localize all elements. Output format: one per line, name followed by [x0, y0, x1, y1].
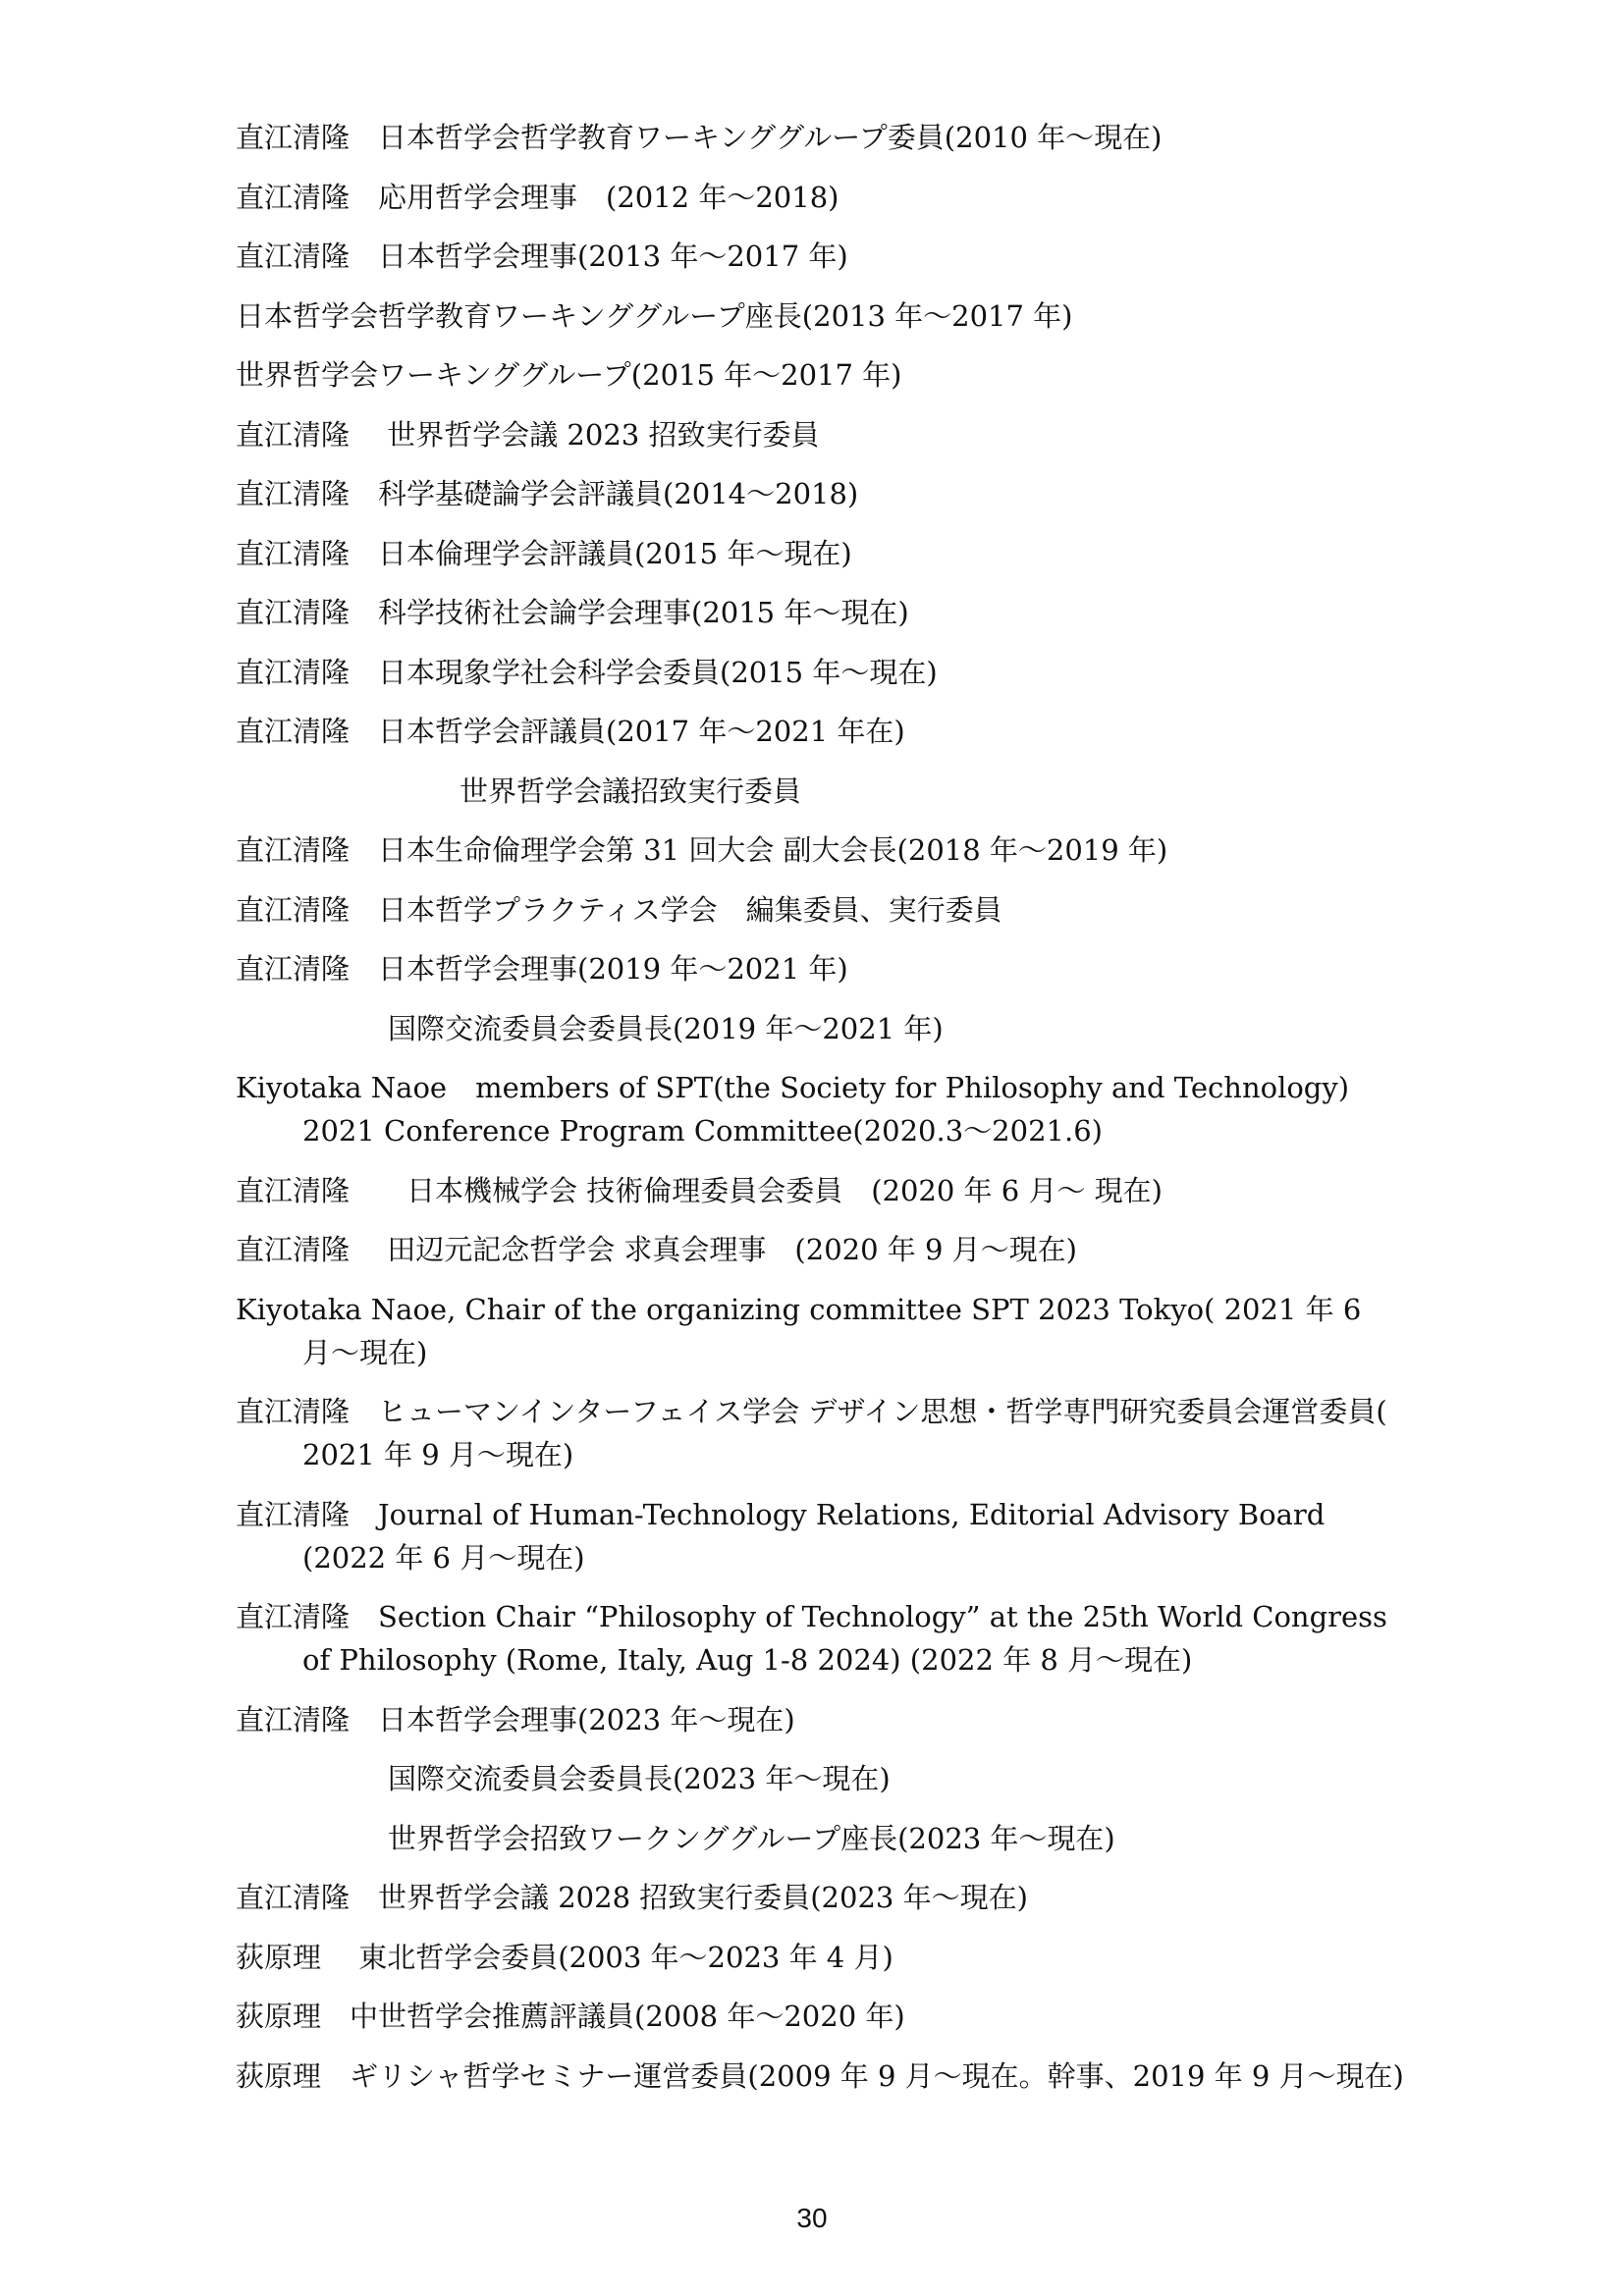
- committee-entry: 直江清隆 Journal of Human-Technology Relations, Editorial Advisory Board (2022 年 6 月〜現在): [236, 1497, 1334, 1575]
- committee-entry: 直江清隆 日本機械学会 技術倫理委員会委員 (2020 年 6 月〜 現在): [236, 1173, 1163, 1207]
- committee-entry: 世界哲学会ワーキンググループ(2015 年〜2017 年): [236, 358, 902, 392]
- committee-entry: 直江清隆 応用哲学会理事 (2012 年〜2018): [236, 180, 839, 214]
- committee-entry: 日本哲学会哲学教育ワーキンググループ座長(2013 年〜2017 年): [236, 298, 1073, 333]
- committee-entry: 世界哲学会議招致実行委員: [460, 774, 802, 808]
- committee-entry-list: [236, 116, 1414, 2113]
- committee-entry: 直江清隆 日本現象学社会科学会委員(2015 年〜現在): [236, 655, 938, 689]
- committee-entry: 直江清隆 科学技術社会論学会理事(2015 年〜現在): [236, 596, 909, 629]
- page-number: 30: [796, 2203, 828, 2233]
- committee-entry: Kiyotaka Naoe, Chair of the organizing committee SPT 2023 Tokyo( 2021 年 6 月〜現在): [236, 1292, 1371, 1369]
- committee-entry: 直江清隆 世界哲学会議 2028 招致実行委員(2023 年〜現在): [236, 1881, 1028, 1914]
- committee-entry: 直江清隆 日本哲学プラクティス学会 編集委員、実行委員: [236, 892, 1002, 927]
- committee-entry: 直江清隆 ヒューマンインターフェイス学会 デザイン思想・哲学専門研究委員会運営委員( 2021 年 9 月〜現在): [236, 1395, 1396, 1471]
- committee-entry: 荻原理 東北哲学会委員(2003 年〜2023 年 4 月): [236, 1940, 893, 1974]
- committee-entry: 世界哲学会招致ワークンググループ座長(2023 年〜現在): [388, 1821, 1115, 1855]
- committee-entry: 直江清隆 日本哲学会哲学教育ワーキンググループ委員(2010 年〜現在): [236, 121, 1163, 154]
- committee-entry: 荻原理 中世哲学会推薦評議員(2008 年〜2020 年): [236, 2000, 905, 2033]
- committee-entry: 国際交流委員会委員長(2019 年〜2021 年): [388, 1011, 944, 1045]
- committee-entry: 直江清隆 日本哲学会理事(2019 年〜2021 年): [236, 952, 848, 986]
- committee-entry: Kiyotaka Naoe members of SPT(the Society for Philosophy and Technology) 2021 Conference Program Committee(2020.3〜2021.6): [236, 1071, 1359, 1148]
- committee-entry: 荻原理 ギリシャ哲学セミナー運営委員(2009 年 9 月〜現在。幹事、2019 年 9 月〜現在): [236, 2058, 1404, 2093]
- committee-entry: 直江清隆 日本哲学会評議員(2017 年〜2021 年在): [236, 715, 905, 748]
- committee-entry: 直江清隆 世界哲学会議 2023 招致実行委員: [236, 417, 820, 452]
- committee-entry: 直江清隆 日本生命倫理学会第 31 回大会 副大会長(2018 年〜2019 年): [236, 833, 1168, 867]
- committee-entry: 国際交流委員会委員長(2023 年〜現在): [388, 1762, 891, 1795]
- committee-entry: 直江清隆 日本哲学会理事(2013 年〜2017 年): [236, 240, 848, 273]
- committee-entry: 直江清隆 科学基礎論学会評議員(2014〜2018): [236, 477, 859, 510]
- committee-entry: 直江清隆 日本倫理学会評議員(2015 年〜現在): [236, 536, 852, 570]
- committee-entry: 直江清隆 田辺元記念哲学会 求真会理事 (2020 年 9 月〜現在): [236, 1233, 1077, 1266]
- committee-entry: 直江清隆 日本哲学会理事(2023 年〜現在): [236, 1702, 795, 1736]
- committee-entry: 直江清隆 Section Chair “Philosophy of Technology” at the 25th World Congress of Philosophy (Rome, Italy, Aug 1-8 2024) (2022 年 8 月〜現在): [236, 1600, 1397, 1677]
